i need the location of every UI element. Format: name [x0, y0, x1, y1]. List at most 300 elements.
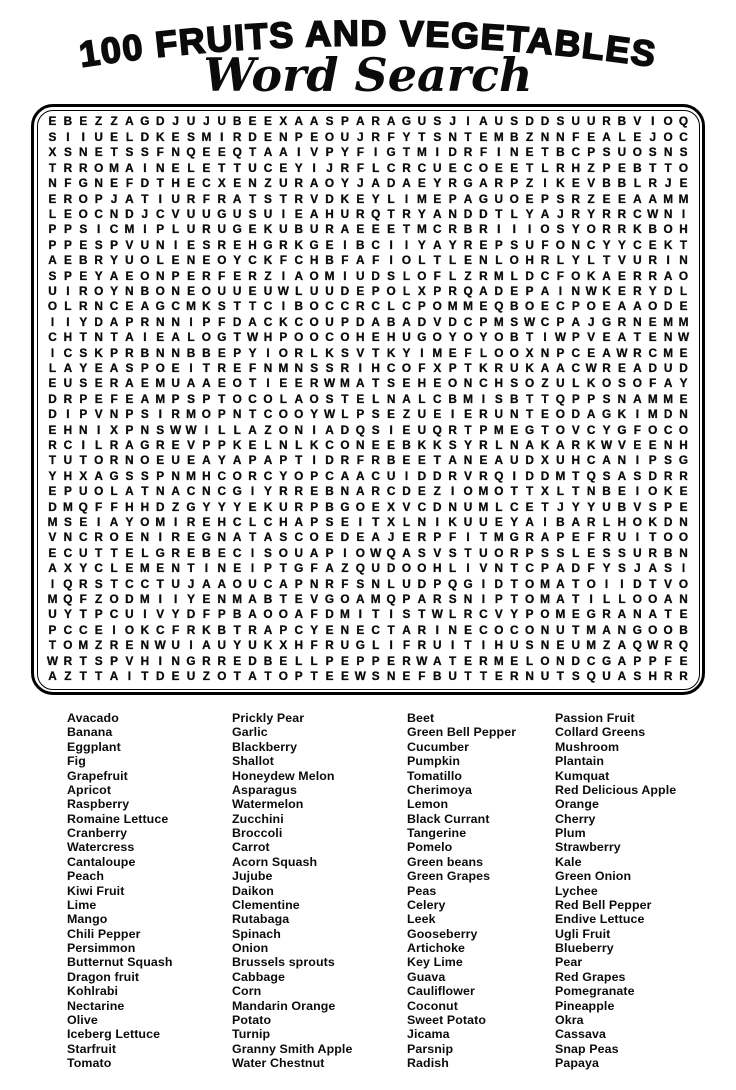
grid-letter: D: [540, 468, 550, 483]
grid-letter: Y: [340, 176, 349, 191]
grid-letter: C: [263, 314, 273, 329]
grid-letter: E: [556, 638, 565, 653]
grid-letter: B: [509, 129, 519, 144]
grid-letter: N: [371, 576, 380, 591]
grid-letter: T: [541, 145, 549, 160]
grid-letter: N: [309, 576, 319, 591]
grid-letter: P: [371, 653, 380, 668]
grid-letter: Z: [95, 638, 103, 653]
grid-letter: A: [309, 545, 319, 560]
grid-letter: L: [556, 253, 564, 268]
grid-letter: G: [109, 468, 119, 483]
grid-letter: G: [678, 453, 689, 468]
word-item: Gooseberry: [407, 926, 478, 941]
word-item: Rutabaga: [232, 912, 290, 927]
grid-letter: L: [418, 391, 426, 406]
grid-letter: P: [310, 468, 319, 483]
grid-letter: Y: [110, 253, 118, 268]
grid-letter: R: [248, 468, 257, 483]
grid-letter: K: [202, 622, 211, 637]
grid-letter: S: [187, 129, 195, 144]
grid-letter: B: [617, 176, 627, 191]
grid-letter: H: [63, 330, 73, 345]
grid-letter: U: [340, 129, 350, 144]
grid-letter: U: [171, 576, 180, 591]
grid-letter: O: [678, 530, 689, 545]
word-item: Lime: [67, 897, 97, 912]
grid-letter: T: [464, 422, 472, 437]
grid-letter: E: [402, 376, 411, 391]
grid-letter: W: [600, 438, 613, 453]
grid-letter: A: [140, 299, 150, 314]
grid-letter: N: [663, 330, 673, 345]
grid-letter: A: [556, 561, 565, 576]
grid-letter: R: [448, 222, 457, 237]
grid-letter: P: [125, 314, 134, 329]
grid-letter: A: [402, 314, 411, 329]
grid-letter: G: [186, 499, 196, 514]
grid-letter: P: [633, 653, 642, 668]
grid-letter: R: [633, 268, 642, 283]
grid-letter: N: [140, 422, 150, 437]
grid-letter: Y: [264, 484, 272, 499]
grid-letter: F: [418, 669, 426, 684]
grid-letter: M: [186, 468, 196, 483]
grid-letter: R: [340, 453, 350, 468]
grid-letter: N: [356, 438, 365, 453]
grid-letter: R: [217, 191, 227, 206]
grid-letter: X: [387, 499, 396, 514]
grid-letter: I: [358, 360, 362, 375]
grid-letter: U: [125, 253, 134, 268]
grid-letter: R: [171, 530, 180, 545]
grid-letter: S: [94, 653, 103, 668]
grid-letter: S: [556, 114, 565, 129]
grid-letter: B: [602, 484, 611, 499]
grid-letter: E: [48, 114, 57, 129]
grid-letter: U: [448, 669, 457, 684]
grid-letter: S: [571, 669, 580, 684]
grid-letter: I: [66, 283, 70, 298]
grid-letter: O: [432, 299, 442, 314]
grid-letter: O: [463, 330, 473, 345]
grid-letter: Z: [110, 114, 118, 129]
grid-letter: C: [294, 530, 303, 545]
grid-letter: E: [387, 407, 396, 422]
grid-letter: I: [297, 145, 301, 160]
grid-letter: I: [681, 206, 686, 221]
grid-letter: S: [633, 468, 642, 483]
grid-letter: A: [109, 669, 119, 684]
grid-letter: S: [433, 114, 442, 129]
grid-letter: C: [432, 391, 442, 406]
grid-letter: A: [325, 561, 334, 576]
grid-letter: S: [356, 576, 365, 591]
grid-letter: U: [248, 160, 257, 175]
grid-letter: N: [463, 376, 473, 391]
grid-letter: O: [294, 407, 304, 422]
word-column-1: [67, 711, 173, 1070]
grid-letter: O: [648, 592, 658, 607]
grid-letter: N: [494, 561, 504, 576]
grid-row: [38, 145, 699, 160]
grid-letter: D: [386, 176, 396, 191]
grid-letter: A: [602, 345, 611, 360]
grid-letter: C: [479, 607, 488, 622]
grid-letter: R: [463, 607, 473, 622]
word-item: Cassava: [555, 1027, 606, 1042]
grid-letter: E: [525, 499, 534, 514]
grid-letter: H: [679, 222, 688, 237]
grid-letter: I: [389, 607, 393, 622]
grid-letter: Q: [78, 499, 88, 514]
word-item: Watermelon: [232, 797, 304, 812]
grid-letter: R: [279, 484, 288, 499]
grid-letter: O: [648, 299, 658, 314]
grid-letter: L: [156, 253, 164, 268]
grid-letter: X: [279, 638, 288, 653]
grid-letter: Y: [110, 283, 118, 298]
grid-letter: S: [325, 360, 334, 375]
grid-letter: O: [601, 376, 612, 391]
grid-letter: K: [432, 438, 442, 453]
grid-letter: T: [279, 592, 287, 607]
grid-letter: E: [279, 653, 288, 668]
grid-letter: L: [495, 438, 503, 453]
grid-letter: T: [572, 622, 580, 637]
grid-letter: P: [494, 592, 503, 607]
grid-letter: I: [97, 422, 101, 437]
grid-letter: R: [63, 191, 73, 206]
grid-letter: U: [417, 407, 427, 422]
grid-letter: A: [309, 176, 319, 191]
grid-letter: P: [648, 653, 657, 668]
grid-letter: Y: [402, 129, 411, 144]
grid-letter: N: [556, 129, 565, 144]
grid-letter: R: [556, 160, 565, 175]
grid-letter: L: [602, 515, 611, 530]
grid-letter: O: [663, 622, 673, 637]
grid-letter: A: [294, 268, 303, 283]
grid-letter: U: [217, 222, 227, 237]
grid-letter: P: [310, 499, 319, 514]
grid-letter: N: [448, 622, 457, 637]
grid-letter: E: [279, 376, 288, 391]
word-item: Cherry: [555, 811, 596, 826]
grid-letter: C: [63, 345, 73, 360]
grid-letter: U: [232, 283, 242, 298]
grid-letter: X: [541, 484, 549, 499]
grid-letter: T: [248, 376, 257, 391]
word-item: Jujube: [232, 869, 273, 884]
grid-letter: W: [647, 206, 659, 221]
grid-letter: T: [572, 592, 580, 607]
grid-letter: S: [602, 391, 611, 406]
grid-letter: A: [356, 114, 365, 129]
grid-letter: X: [433, 360, 442, 375]
grid-row: [38, 192, 699, 207]
grid-letter: O: [94, 453, 104, 468]
grid-letter: T: [141, 669, 149, 684]
grid-letter: E: [679, 299, 688, 314]
word-list: [0, 711, 736, 1090]
grid-letter: M: [278, 360, 289, 375]
grid-letter: S: [156, 422, 165, 437]
grid-letter: L: [95, 438, 103, 453]
grid-letter: T: [187, 561, 195, 576]
grid-letter: R: [586, 515, 596, 530]
grid-letter: S: [325, 515, 334, 530]
grid-letter: N: [217, 561, 227, 576]
grid-letter: E: [464, 622, 472, 637]
grid-letter: N: [663, 438, 673, 453]
grid-letter: J: [172, 114, 179, 129]
grid-letter: O: [309, 314, 319, 329]
grid-letter: N: [171, 468, 180, 483]
grid-letter: W: [154, 638, 166, 653]
grid-letter: I: [97, 515, 101, 530]
grid-letter: C: [663, 422, 673, 437]
grid-letter: V: [587, 330, 596, 345]
grid-letter: A: [125, 160, 134, 175]
grid-letter: E: [602, 330, 611, 345]
word-item: Raspberry: [67, 797, 130, 812]
word-item: Mushroom: [555, 739, 620, 754]
grid-letter: C: [125, 576, 134, 591]
grid-letter: I: [389, 422, 393, 437]
grid-letter: F: [110, 391, 118, 406]
grid-letter: L: [141, 545, 149, 560]
grid-letter: C: [263, 576, 273, 591]
grid-letter: I: [497, 222, 501, 237]
grid-letter: Y: [371, 191, 380, 206]
grid-letter: D: [663, 283, 673, 298]
grid-letter: K: [602, 283, 611, 298]
grid-letter: W: [170, 422, 182, 437]
grid-letter: E: [171, 129, 180, 144]
grid-letter: N: [633, 607, 642, 622]
grid-letter: P: [525, 545, 534, 560]
grid-letter: S: [371, 407, 380, 422]
grid-letter: J: [357, 176, 364, 191]
grid-letter: U: [294, 545, 303, 560]
grid-letter: L: [387, 576, 395, 591]
grid-letter: C: [371, 237, 380, 252]
grid-letter: R: [663, 638, 673, 653]
grid-letter: C: [432, 222, 442, 237]
grid-letter: A: [279, 576, 288, 591]
grid-letter: M: [493, 422, 504, 437]
grid-letter: F: [218, 268, 226, 283]
grid-letter: S: [602, 468, 611, 483]
grid-letter: V: [125, 653, 134, 668]
grid-letter: P: [479, 422, 488, 437]
grid-letter: R: [371, 114, 380, 129]
grid-letter: P: [125, 422, 134, 437]
grid-letter: Z: [202, 669, 210, 684]
grid-letter: B: [617, 114, 627, 129]
grid-letter: E: [294, 592, 303, 607]
grid-letter: S: [48, 129, 57, 144]
grid-letter: U: [232, 206, 242, 221]
word-item: Onion: [232, 941, 269, 955]
grid-letter: P: [494, 237, 503, 252]
grid-letter: M: [663, 314, 674, 329]
grid-letter: C: [371, 299, 380, 314]
grid-letter: T: [202, 360, 210, 375]
grid-letter: D: [248, 129, 257, 144]
grid-letter: D: [94, 314, 103, 329]
grid-letter: B: [232, 607, 242, 622]
grid-letter: V: [494, 607, 503, 622]
grid-letter: I: [173, 237, 178, 252]
grid-letter: R: [633, 283, 642, 298]
grid-letter: E: [48, 484, 57, 499]
grid-letter: A: [617, 638, 627, 653]
grid-letter: S: [371, 669, 380, 684]
grid-letter: C: [509, 622, 519, 637]
grid-letter: Y: [618, 237, 626, 252]
grid-letter: G: [186, 653, 196, 668]
grid-letter: P: [217, 407, 226, 422]
grid-letter: E: [356, 391, 365, 406]
word-item: Shallot: [232, 754, 275, 769]
grid-letter: P: [310, 515, 319, 530]
grid-letter: I: [651, 114, 655, 129]
grid-letter: Z: [464, 268, 472, 283]
grid-letter: O: [355, 499, 365, 514]
grid-letter: I: [281, 268, 285, 283]
grid-letter: D: [386, 561, 396, 576]
grid-letter: P: [156, 468, 165, 483]
grid-letter: K: [617, 407, 627, 422]
grid-letter: C: [294, 253, 303, 268]
grid-letter: A: [432, 237, 442, 252]
grid-letter: O: [432, 330, 442, 345]
grid-letter: W: [431, 607, 443, 622]
grid-letter: D: [417, 576, 427, 591]
grid-letter: L: [510, 268, 518, 283]
grid-letter: B: [186, 345, 196, 360]
grid-letter: I: [312, 160, 316, 175]
grid-letter: O: [540, 607, 550, 622]
grid-letter: Y: [217, 453, 226, 468]
grid-letter: P: [510, 176, 519, 191]
grid-letter: O: [555, 422, 565, 437]
grid-letter: E: [417, 176, 426, 191]
grid-letter: S: [125, 145, 134, 160]
grid-letter: M: [78, 638, 89, 653]
grid-letter: N: [340, 484, 350, 499]
grid-letter: Y: [248, 345, 257, 360]
grid-letter: I: [81, 129, 85, 144]
grid-letter: Y: [417, 206, 426, 221]
grid-letter: E: [63, 253, 72, 268]
grid-letter: G: [463, 576, 473, 591]
grid-letter: U: [248, 576, 257, 591]
grid-letter: E: [510, 283, 519, 298]
grid-letter: B: [356, 237, 365, 252]
word-item: Grapefruit: [67, 768, 128, 783]
grid-letter: F: [572, 129, 580, 144]
grid-letter: E: [618, 484, 626, 499]
grid-letter: C: [325, 330, 334, 345]
grid-letter: I: [266, 345, 270, 360]
grid-letter: M: [586, 622, 597, 637]
grid-letter: P: [402, 592, 411, 607]
grid-letter: L: [218, 422, 226, 437]
grid-letter: S: [248, 206, 257, 221]
grid-letter: K: [633, 222, 642, 237]
word-item: Pineapple: [555, 998, 615, 1013]
grid-letter: A: [294, 515, 303, 530]
grid-letter: P: [279, 330, 288, 345]
grid-letter: D: [155, 499, 165, 514]
grid-letter: U: [94, 129, 103, 144]
grid-letter: F: [218, 314, 226, 329]
grid-letter: I: [481, 391, 486, 406]
grid-letter: T: [156, 176, 164, 191]
grid-letter: O: [294, 468, 304, 483]
grid-letter: N: [217, 592, 227, 607]
grid-letter: R: [340, 160, 350, 175]
grid-letter: C: [386, 160, 396, 175]
grid-letter: S: [202, 237, 211, 252]
grid-letter: M: [124, 222, 135, 237]
grid-letter: P: [48, 622, 57, 637]
grid-letter: Y: [233, 253, 242, 268]
grid-letter: U: [63, 453, 73, 468]
grid-letter: F: [418, 360, 426, 375]
grid-letter: G: [601, 407, 612, 422]
grid-letter: N: [340, 622, 350, 637]
grid-letter: O: [678, 160, 689, 175]
grid-letter: O: [494, 622, 504, 637]
word-item: Persimmon: [67, 941, 136, 955]
grid-letter: C: [248, 391, 257, 406]
grid-letter: N: [294, 422, 303, 437]
grid-letter: E: [248, 114, 257, 129]
word-item: Orange: [555, 797, 599, 812]
grid-letter: T: [556, 669, 564, 684]
grid-letter: C: [571, 345, 581, 360]
word-item: Red Delicious Apple: [555, 782, 677, 797]
grid-letter: S: [79, 222, 88, 237]
grid-letter: G: [217, 330, 227, 345]
grid-letter: P: [217, 607, 226, 622]
grid-letter: L: [587, 253, 595, 268]
grid-letter: A: [540, 206, 550, 221]
grid-letter: O: [278, 422, 288, 437]
grid-letter: P: [433, 576, 442, 591]
grid-letter: C: [371, 622, 380, 637]
grid-letter: G: [463, 176, 473, 191]
grid-letter: N: [679, 515, 688, 530]
grid-letter: E: [156, 330, 165, 345]
grid-letter: T: [95, 669, 103, 684]
grid-letter: D: [155, 114, 165, 129]
grid-letter: A: [248, 422, 257, 437]
grid-letter: L: [341, 407, 349, 422]
grid-letter: I: [81, 438, 85, 453]
grid-letter: O: [663, 114, 673, 129]
grid-letter: F: [279, 253, 287, 268]
grid-letter: B: [509, 391, 519, 406]
grid-letter: V: [633, 114, 642, 129]
grid-letter: L: [449, 561, 457, 576]
grid-letter: J: [141, 206, 149, 221]
grid-letter: R: [617, 222, 627, 237]
